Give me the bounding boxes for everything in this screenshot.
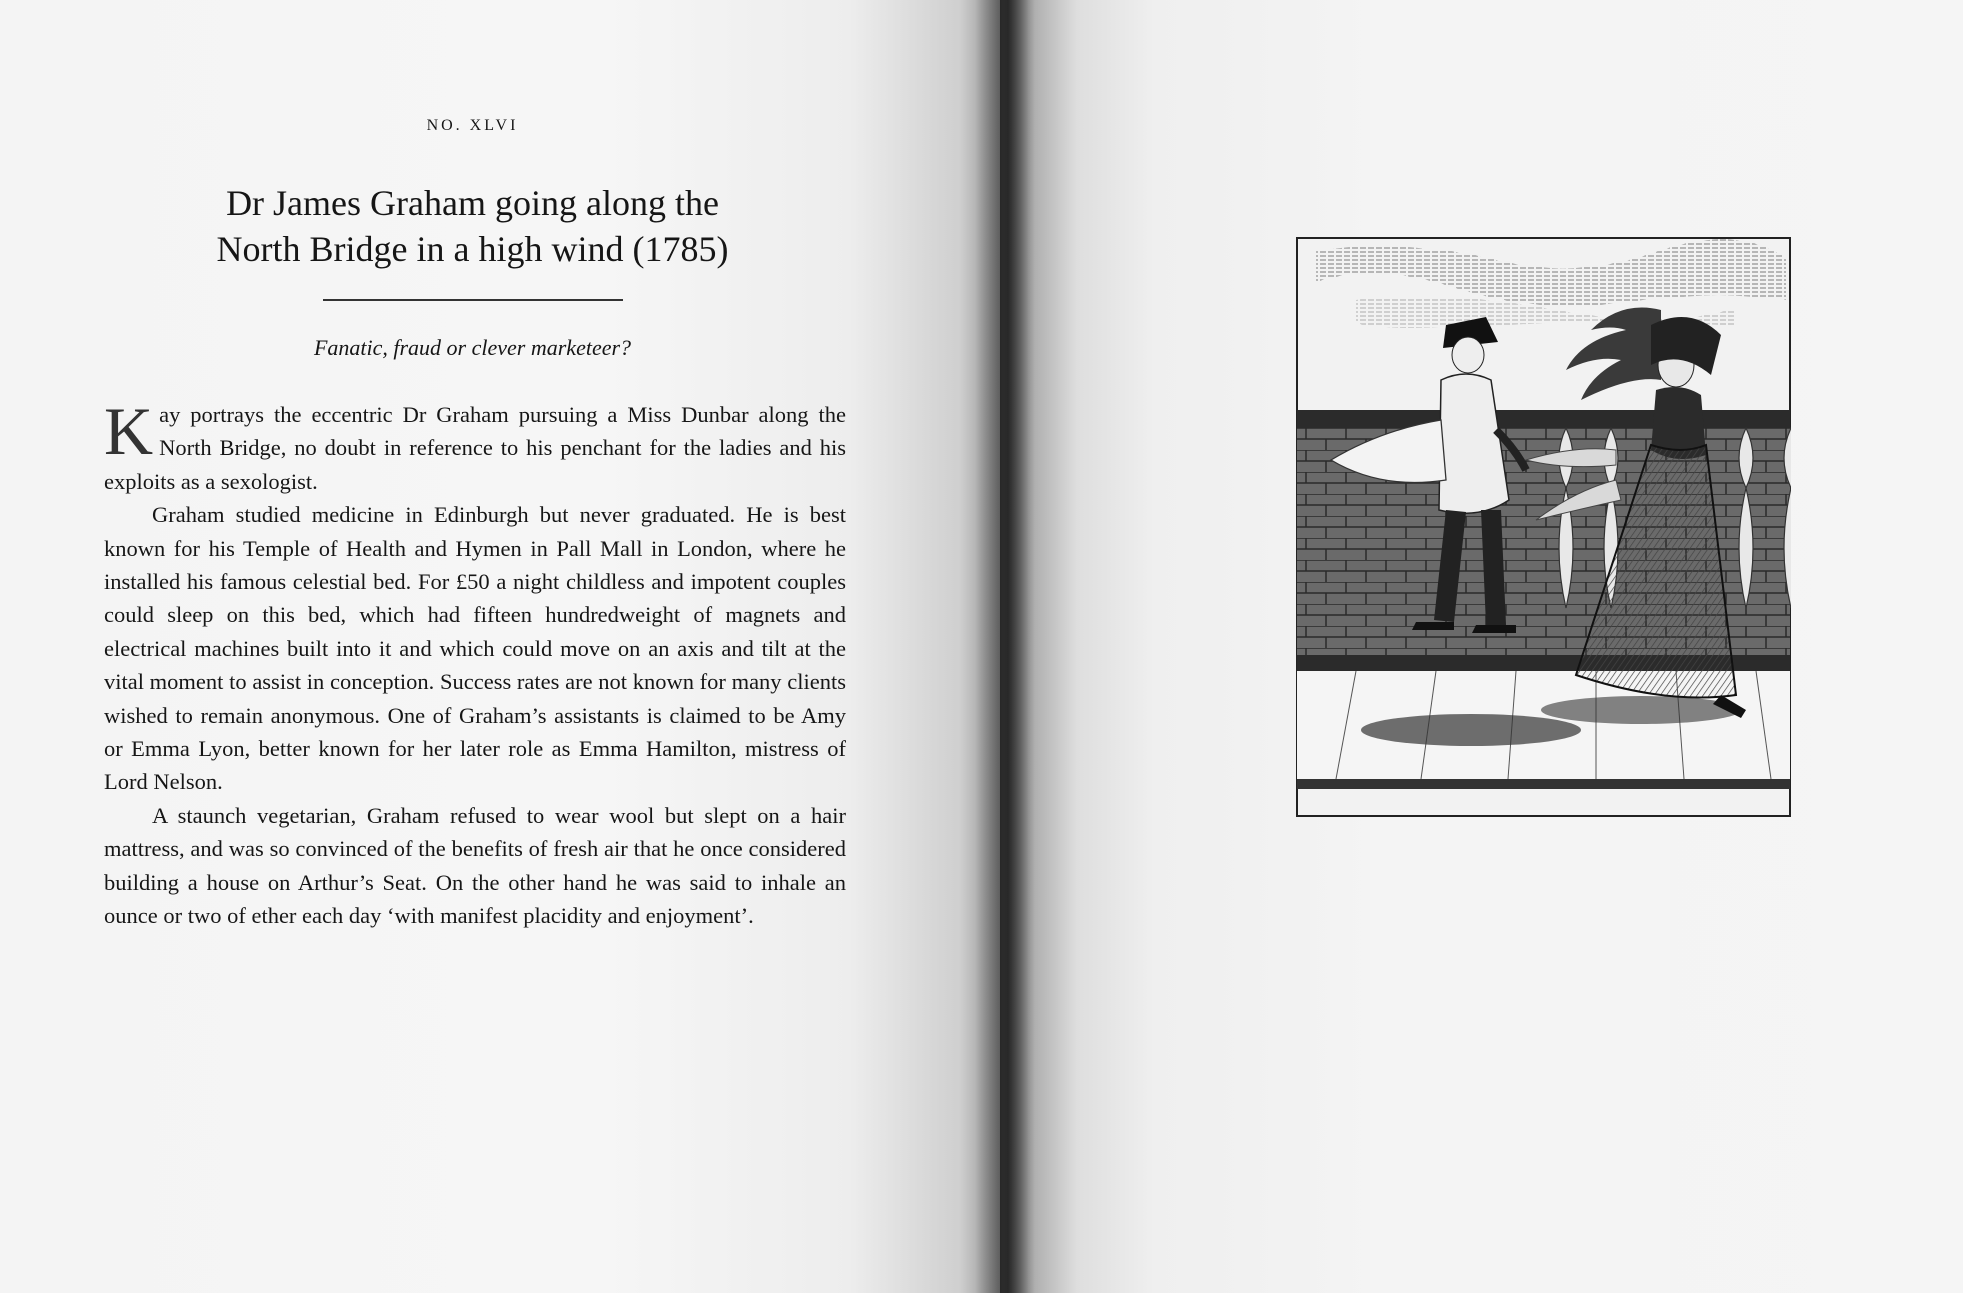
paragraph-2: Graham studied medicine in Edinburgh but never graduated. He is best known for his Temple of Health and Hymen in Pall Mall in London, where he installed his famous celestial bed. For £50 a night childless and impotent couples could sleep on this bed, which had fifteen hundredweight of magnets and electrical machines built into it and which could move on an axis and tilt at the vital moment to assist in conception. Success rates are not known for many clients wished to remain anonymous. One of Graham’s assistants is claimed to be Amy or Emma Lyon, better known for her later role as Emma Hamilton, mistress of Lord Nelson. bbox=[104, 502, 846, 795]
page-title bbox=[150, 180, 795, 272]
subtitle: Fanatic, fraud or clever marketeer? bbox=[313, 335, 632, 360]
title-line-2: North Bridge in a high wind (1785) bbox=[216, 229, 729, 269]
drop-cap: K bbox=[104, 393, 154, 469]
engraving-illustration bbox=[1296, 230, 1791, 818]
body-text bbox=[104, 393, 846, 933]
paragraph-1 bbox=[104, 393, 846, 498]
running-head: NO. XLVI bbox=[426, 117, 519, 134]
title-line-1: Dr James Graham going along the bbox=[226, 183, 719, 223]
paragraph-3: A staunch vegetarian, Graham refused to wear wool but slept on a hair mattress, and was so convinced of the benefits of fresh air that he once considered building a house on Arthur’s Seat. On the other hand he was said to inhale an ounce or two of ether each day ‘with manifest placidity and enjoyment’. bbox=[104, 802, 846, 929]
title-rule bbox=[323, 299, 623, 301]
paragraph-1-text: ay portrays the eccentric Dr Graham pursuing a Miss Dunbar along the North Bridge, no doubt in reference to his penchant for the ladies and his exploits as a sexologist. bbox=[104, 402, 846, 494]
